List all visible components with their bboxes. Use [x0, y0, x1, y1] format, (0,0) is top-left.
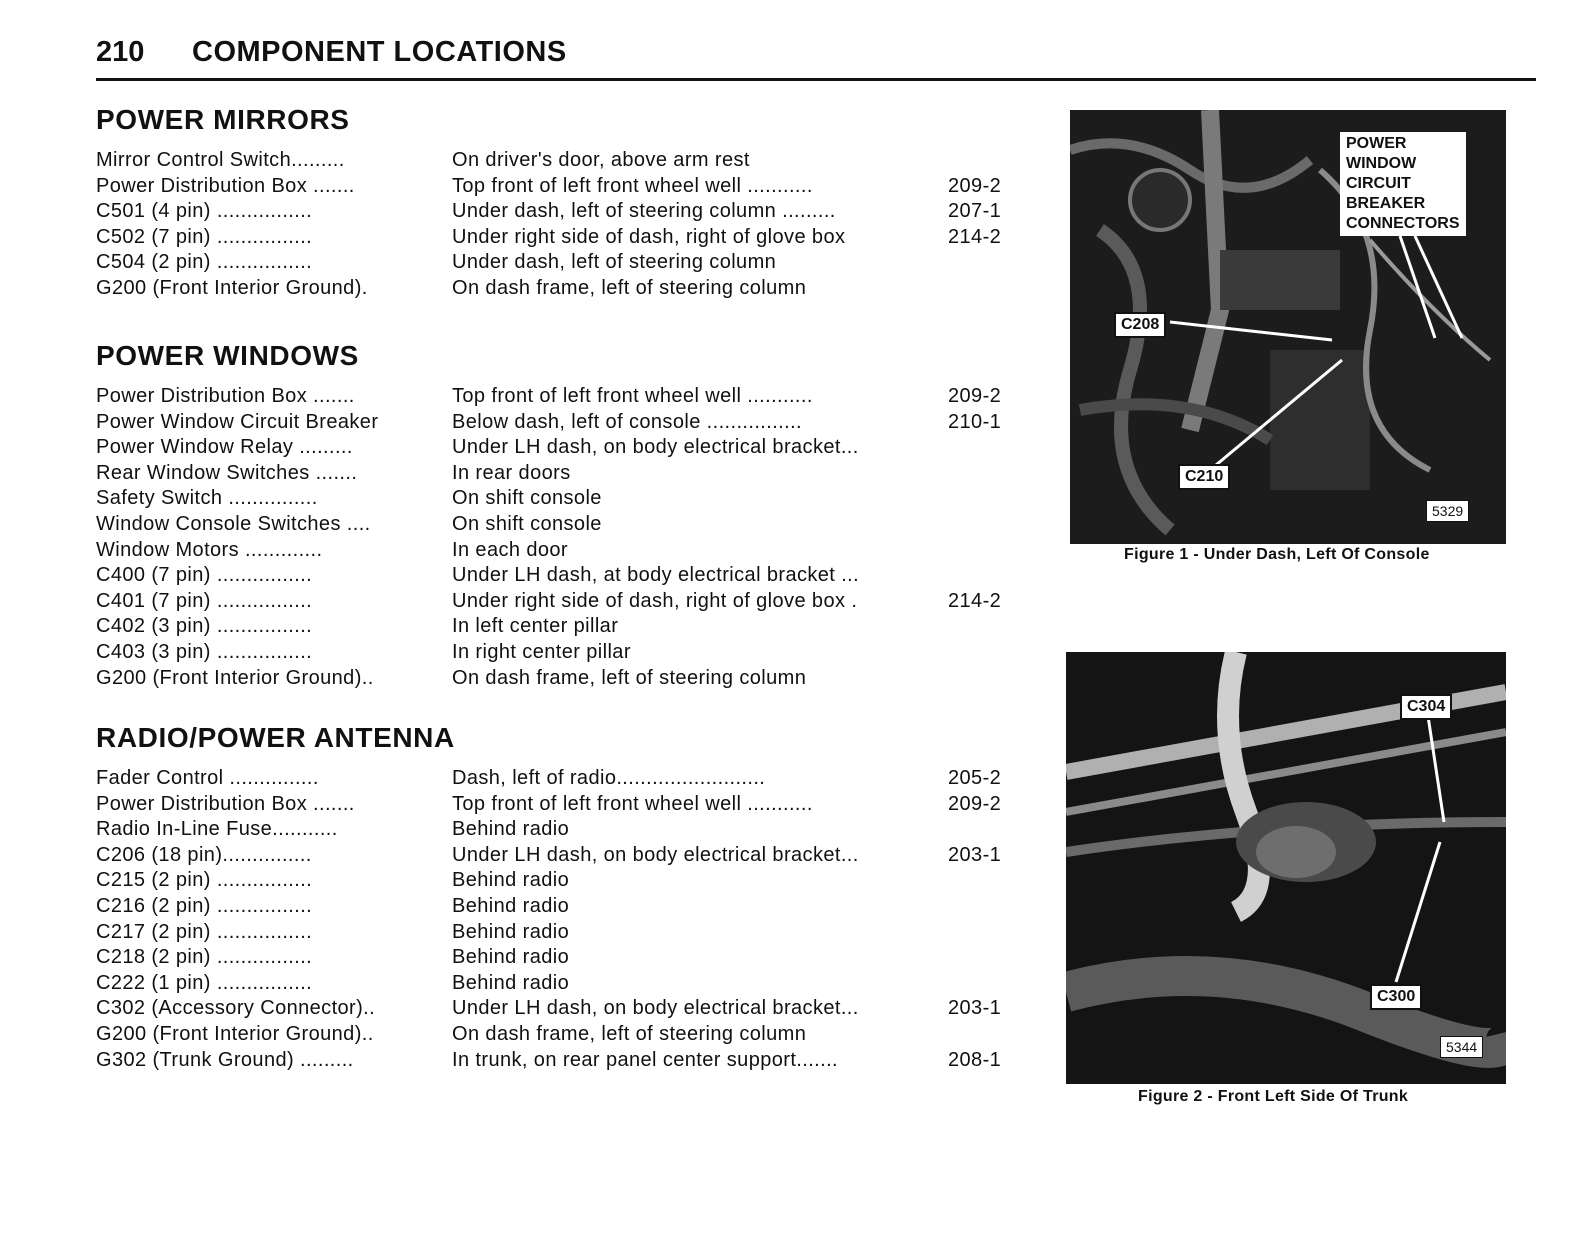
table-row: [96, 410, 1056, 436]
table-row: [96, 225, 1056, 251]
section-heading: RADIO/POWER ANTENNA: [96, 722, 455, 753]
callout-line: CIRCUIT: [1346, 175, 1411, 192]
table-row: [96, 461, 1056, 487]
page-title: COMPONENT LOCATIONS: [192, 36, 567, 68]
table-row: [96, 486, 1056, 512]
table-row: [96, 199, 1056, 225]
c300-label: C300: [1370, 984, 1422, 1010]
callout-line: WINDOW: [1346, 155, 1417, 172]
component-location: Under LH dash, at body electrical bracket ...: [452, 564, 860, 587]
component-location: In each door: [452, 538, 568, 561]
table-row: [96, 792, 1056, 818]
table-row: [96, 148, 1056, 174]
component-location: Behind radio: [452, 894, 570, 917]
component-location: On dash frame, left of steering column: [452, 666, 807, 689]
component-name: C401 (7 pin) ................: [96, 589, 313, 612]
table-row: [96, 868, 1056, 894]
page-header: [96, 30, 1536, 81]
c210-label: C210: [1178, 464, 1230, 490]
figure-ref: 209-2: [948, 174, 1002, 197]
table-row: [96, 666, 1056, 692]
component-name: Rear Window Switches .......: [96, 461, 358, 484]
component-name: C402 (3 pin) ................: [96, 615, 313, 638]
figure-1: [1070, 110, 1510, 570]
component-location: On shift console: [452, 512, 602, 535]
component-location: Under right side of dash, right of glove box .: [452, 589, 858, 612]
component-location: In right center pillar: [452, 640, 631, 663]
table-row: [96, 971, 1056, 997]
table-row: [96, 1048, 1056, 1074]
component-location: Top front of left front wheel well ...........: [452, 174, 813, 197]
figure-ref: 207-1: [948, 200, 1002, 223]
component-name: Safety Switch ...............: [96, 487, 318, 510]
component-name: Mirror Control Switch.........: [96, 149, 345, 171]
table-row: [96, 817, 1056, 843]
figure-code: 5344: [1440, 1036, 1483, 1058]
table-row: [96, 174, 1056, 200]
section-radio-power-antenna: [96, 722, 1056, 1073]
component-location: Top front of left front wheel well ...........: [452, 385, 813, 407]
figure-ref: 208-1: [948, 1048, 1002, 1071]
component-name: C400 (7 pin) ................: [96, 564, 313, 587]
figure-code: 5329: [1426, 500, 1469, 522]
table-row: [96, 894, 1056, 920]
table-row: [96, 435, 1056, 461]
figure-ref: 214-2: [948, 589, 1002, 612]
component-location: Top front of left front wheel well ...........: [452, 792, 813, 815]
component-name: Power Window Circuit Breaker: [96, 410, 379, 433]
component-location: Below dash, left of console ................: [452, 410, 802, 433]
component-location: Under LH dash, on body electrical bracket...: [452, 997, 859, 1020]
component-name: C302 (Accessory Connector)..: [96, 997, 376, 1020]
component-location: Under LH dash, on body electrical bracket...: [452, 843, 859, 866]
table-row: [96, 250, 1056, 276]
power-window-circuit-breaker-callout: [1340, 132, 1466, 236]
component-location: Under dash, left of steering column: [452, 251, 777, 274]
table-row: [96, 589, 1056, 615]
component-location: On dash frame, left of steering column: [452, 1022, 807, 1045]
table-row: [96, 512, 1056, 538]
component-location: Behind radio: [452, 971, 570, 994]
table-row: [96, 920, 1056, 946]
component-name: C215 (2 pin) ................: [96, 869, 313, 892]
component-name: C217 (2 pin) ................: [96, 920, 313, 943]
figure-2: [1066, 652, 1510, 1112]
table-row: [96, 614, 1056, 640]
component-name: Window Console Switches ....: [96, 512, 371, 535]
component-name: C222 (1 pin) ................: [96, 971, 313, 994]
figure-ref: 203-1: [948, 997, 1002, 1020]
component-location: On driver's door, above arm rest: [452, 149, 750, 171]
section-heading: POWER MIRRORS: [96, 104, 350, 135]
component-location: Under dash, left of steering column .........: [452, 200, 836, 223]
component-location: Behind radio: [452, 920, 570, 943]
section-power-mirrors: [96, 104, 1056, 302]
component-name: Power Window Relay .........: [96, 436, 353, 459]
figure-ref: 214-2: [948, 225, 1002, 248]
component-name: C206 (18 pin)...............: [96, 843, 312, 866]
figure-caption: Figure 1 - Under Dash, Left Of Console: [1124, 546, 1430, 563]
section-heading: POWER WINDOWS: [96, 340, 359, 371]
component-name: C216 (2 pin) ................: [96, 894, 313, 917]
component-name: C403 (3 pin) ................: [96, 640, 313, 663]
table-row: [96, 766, 1056, 792]
component-name: Power Distribution Box .......: [96, 174, 355, 197]
component-location: Behind radio: [452, 869, 570, 892]
component-location: In left center pillar: [452, 615, 619, 638]
figure-ref: 210-1: [948, 410, 1002, 433]
component-name: G302 (Trunk Ground) .........: [96, 1048, 354, 1071]
figure-ref: 203-1: [948, 843, 1002, 866]
table-row: [96, 1022, 1056, 1048]
component-name: C218 (2 pin) ................: [96, 946, 313, 969]
section-power-windows: [96, 340, 1056, 691]
component-location: Under right side of dash, right of glove box: [452, 225, 846, 248]
table-row: [96, 843, 1056, 869]
component-location: Behind radio: [452, 818, 570, 841]
table-row: [96, 384, 1056, 410]
component-name: G200 (Front Interior Ground)..: [96, 666, 374, 689]
c304-label: C304: [1400, 694, 1452, 720]
table-row: [96, 538, 1056, 564]
figure-ref: 205-2: [948, 767, 1002, 789]
table-row: [96, 996, 1056, 1022]
component-name: Power Distribution Box .......: [96, 385, 355, 407]
component-location: On shift console: [452, 487, 602, 510]
component-location: Dash, left of radio.........................: [452, 767, 766, 789]
component-name: G200 (Front Interior Ground)..: [96, 1022, 374, 1045]
component-name: G200 (Front Interior Ground).: [96, 276, 368, 299]
c208-label: C208: [1114, 312, 1166, 338]
callout-line: CONNECTORS: [1346, 215, 1460, 232]
table-row: [96, 945, 1056, 971]
table-row: [96, 563, 1056, 589]
component-name: C504 (2 pin) ................: [96, 251, 313, 274]
component-location: In trunk, on rear panel center support.......: [452, 1048, 838, 1071]
table-row: [96, 276, 1056, 302]
component-location: On dash frame, left of steering column: [452, 276, 807, 299]
callout-line: BREAKER: [1346, 195, 1426, 212]
component-location: Under LH dash, on body electrical bracket...: [452, 436, 859, 459]
table-row: [96, 640, 1056, 666]
callout-line: POWER: [1346, 135, 1407, 152]
component-name: C502 (7 pin) ................: [96, 225, 313, 248]
component-location: In rear doors: [452, 461, 571, 484]
component-name: C501 (4 pin) ................: [96, 200, 313, 223]
component-name: Window Motors .............: [96, 538, 323, 561]
component-name: Power Distribution Box .......: [96, 792, 355, 815]
component-name: Fader Control ...............: [96, 767, 319, 789]
component-name: Radio In-Line Fuse...........: [96, 818, 338, 841]
component-location: Behind radio: [452, 946, 570, 969]
figure-caption: Figure 2 - Front Left Side Of Trunk: [1138, 1088, 1409, 1105]
figure-ref: 209-2: [948, 385, 1002, 407]
figure-ref: 209-2: [948, 792, 1002, 815]
page-number: 210: [96, 36, 145, 68]
